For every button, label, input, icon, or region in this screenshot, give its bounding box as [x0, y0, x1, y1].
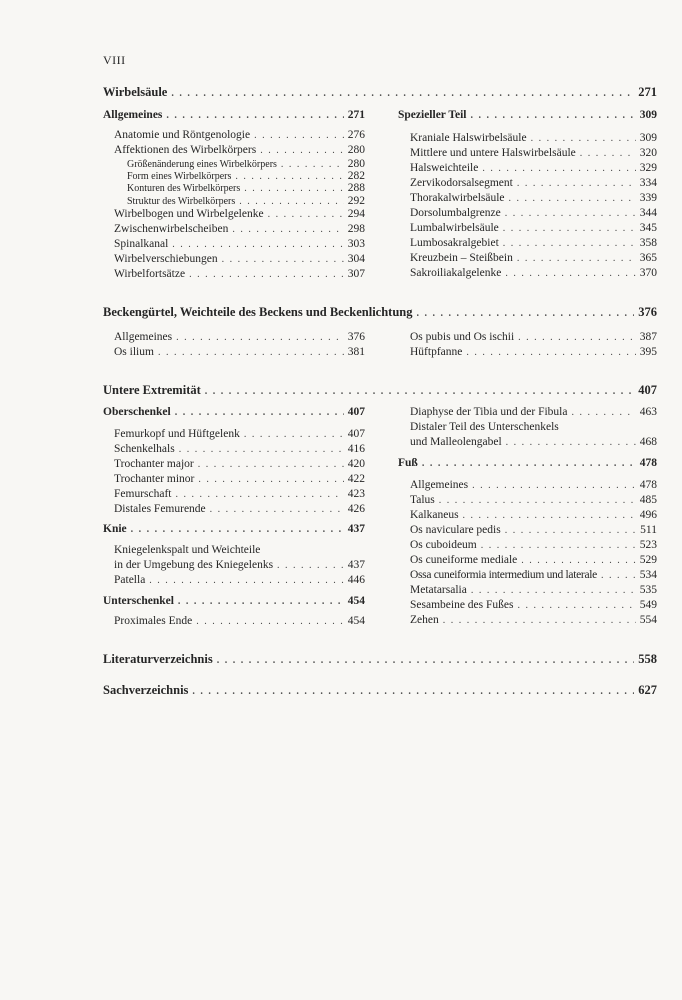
entry-label: Wirbelsäule [103, 85, 168, 99]
entry-page: 485 [639, 494, 657, 506]
entry-page: 309 [639, 132, 657, 144]
toc-entry[interactable] [410, 493, 657, 508]
entry-page: 298 [347, 223, 365, 235]
entry-page: 294 [347, 208, 365, 220]
entry-page: 292 [347, 195, 365, 207]
entry-page: 309 [639, 109, 657, 121]
entry-page: 437 [347, 559, 365, 571]
entry-page: 276 [347, 129, 365, 141]
entry-label: Ossa cuneiformia intermedium und laterale [410, 569, 597, 581]
entry-page: 420 [347, 458, 365, 470]
entry-label: Fuß [398, 457, 418, 469]
entry-label: Distaler Teil des Unterschenkels [410, 421, 559, 433]
toc-subheading-spezieller-teil[interactable] [398, 108, 657, 123]
entry-page: 387 [639, 331, 657, 343]
entry-page: 478 [639, 479, 657, 491]
entry-label: Trochanter minor [114, 473, 195, 485]
entry-page: 529 [639, 554, 657, 566]
entry-label: Beckengürtel, Weichteile des Beckens und Beckenlichtung [103, 305, 413, 319]
entry-label: Thorakalwirbelsäule [410, 192, 505, 204]
entry-label: Struktur des Wirbelkörpers [127, 196, 236, 207]
entry-label: Femurschaft [114, 488, 172, 500]
toc-entry[interactable] [114, 573, 365, 588]
toc-entry[interactable] [114, 457, 365, 472]
entry-page: 271 [638, 85, 657, 99]
entry-label: Dorsolumbalgrenze [410, 207, 501, 219]
entry-page: 358 [639, 237, 657, 249]
entry-label: Distales Femurende [114, 503, 206, 515]
entry-label: Mittlere und untere Halswirbelsäule [410, 147, 576, 159]
toc-entry[interactable] [114, 267, 365, 282]
entry-label: Os naviculare pedis [410, 524, 501, 536]
toc-entry[interactable] [410, 191, 657, 206]
entry-page: 534 [639, 569, 657, 581]
entry-label: Proximales Ende [114, 615, 193, 627]
entry-page: 426 [347, 503, 365, 515]
entry-page: 307 [347, 268, 365, 280]
toc-entry-line1[interactable] [114, 543, 365, 558]
toc-entry[interactable] [114, 143, 365, 158]
entry-label: Sesambeine des Fußes [410, 599, 514, 611]
toc-entry[interactable] [410, 583, 657, 598]
toc-entry[interactable] [114, 558, 365, 573]
entry-label: Allgemeines [114, 331, 173, 343]
entry-page: 423 [347, 488, 365, 500]
entry-page: 271 [347, 109, 365, 121]
entry-page: 468 [639, 436, 657, 448]
entry-page: 416 [347, 443, 365, 455]
entry-page: 478 [639, 457, 657, 469]
entry-page: 437 [347, 523, 365, 535]
toc-entry[interactable] [410, 251, 657, 266]
entry-page: 376 [638, 305, 657, 319]
toc-entry[interactable] [410, 435, 657, 450]
toc-entry[interactable] [114, 345, 365, 360]
toc-entry[interactable] [114, 207, 365, 222]
entry-label: Os pubis und Os ischii [410, 331, 515, 343]
entry-page: 376 [347, 331, 365, 343]
entry-label: Femurkopf und Hüftgelenk [114, 428, 240, 440]
entry-label: Spinalkanal [114, 238, 169, 250]
entry-label: Wirbelbogen und Wirbelgelenke [114, 208, 264, 220]
toc-entry[interactable] [114, 222, 365, 237]
toc-entry[interactable] [410, 161, 657, 176]
entry-label: Kalkaneus [410, 509, 459, 521]
entry-label: Zervikodorsalsegment [410, 177, 513, 189]
toc-entry[interactable] [410, 221, 657, 236]
entry-page: 288 [347, 182, 365, 194]
entry-page: 554 [639, 614, 657, 626]
entry-page: 446 [347, 574, 365, 586]
entry-page: 334 [639, 177, 657, 189]
toc-section-wirbelsaeule[interactable] [103, 85, 657, 100]
entry-page: 329 [639, 162, 657, 174]
toc-subheading-allgemeines[interactable] [103, 108, 365, 123]
entry-label: Schenkelhals [114, 443, 175, 455]
toc-subheading-knie[interactable] [103, 522, 365, 537]
entry-label: Talus [410, 494, 435, 506]
toc-entry[interactable] [410, 613, 657, 628]
entry-page: 395 [639, 346, 657, 358]
toc-section-becken[interactable] [103, 305, 657, 320]
toc-entry[interactable] [114, 442, 365, 457]
toc-entry[interactable] [410, 345, 657, 360]
entry-label: Allgemeines [410, 479, 469, 491]
entry-page: 511 [640, 524, 657, 536]
entry-page: 454 [347, 595, 365, 607]
toc-entry[interactable] [410, 523, 657, 538]
toc-subheading-unterschenkel[interactable] [103, 594, 365, 609]
entry-label: Kraniale Halswirbelsäule [410, 132, 527, 144]
entry-label: Unterschenkel [103, 595, 174, 607]
entry-page: 381 [347, 346, 365, 358]
toc-entry[interactable] [410, 598, 657, 613]
entry-label: Knie [103, 523, 127, 535]
entry-page: 365 [639, 252, 657, 264]
entry-label: Form eines Wirbelkörpers [127, 171, 232, 182]
entry-page: 549 [639, 599, 657, 611]
toc-entry[interactable] [410, 508, 657, 523]
toc-entry[interactable] [410, 131, 657, 146]
toc-entry[interactable] [114, 252, 365, 267]
entry-label: Größenänderung eines Wirbelkörpers [127, 159, 277, 170]
entry-page: 407 [347, 406, 365, 418]
entry-label: Konturen des Wirbelkörpers [127, 183, 241, 194]
entry-label: Metatarsalia [410, 584, 467, 596]
toc-entry[interactable] [114, 614, 365, 629]
entry-label: Zwischenwirbelscheiben [114, 223, 229, 235]
entry-page: 407 [347, 428, 365, 440]
toc-entry[interactable] [114, 128, 365, 143]
entry-label: Kniegelenkspalt und Weichteile [114, 544, 261, 556]
entry-page: 496 [639, 509, 657, 521]
toc-entry[interactable] [114, 427, 365, 442]
entry-label: Trochanter major [114, 458, 194, 470]
entry-label: Os ilium [114, 346, 154, 358]
entry-label: Oberschenkel [103, 406, 171, 418]
entry-label: Spezieller Teil [398, 109, 467, 121]
entry-page: 303 [347, 238, 365, 250]
toc-subheading-fuss[interactable] [398, 456, 657, 471]
entry-label: Lumbalwirbelsäule [410, 222, 499, 234]
toc-entry[interactable] [114, 487, 365, 502]
entry-label: Os cuneiforme mediale [410, 554, 518, 566]
entry-label: Untere Extremität [103, 383, 201, 397]
toc-entry[interactable] [410, 538, 657, 553]
toc-entry[interactable] [410, 478, 657, 493]
toc-entry[interactable] [410, 568, 657, 583]
entry-page: 344 [639, 207, 657, 219]
entry-page: 280 [347, 144, 365, 156]
entry-label: Affektionen des Wirbelkörpers [114, 144, 257, 156]
entry-page: 535 [639, 584, 657, 596]
toc-section-literaturverzeichnis[interactable] [103, 652, 657, 667]
entry-label: Patella [114, 574, 146, 586]
entry-label: Zehen [410, 614, 439, 626]
toc-entry[interactable] [410, 330, 657, 345]
entry-label: Sakroiliakalgelenke [410, 267, 502, 279]
entry-page: 454 [347, 615, 365, 627]
entry-label: Wirbelfortsätze [114, 268, 186, 280]
entry-label: Hüftpfanne [410, 346, 463, 358]
entry-page: 282 [347, 170, 365, 182]
entry-page: 463 [639, 406, 657, 418]
entry-label: Os cuboideum [410, 539, 477, 551]
entry-label: und Malleolengabel [410, 436, 502, 448]
entry-page: 407 [638, 383, 657, 397]
entry-label: Literaturverzeichnis [103, 652, 213, 666]
toc-entry[interactable] [410, 176, 657, 191]
entry-page: 523 [639, 539, 657, 551]
entry-page: 320 [639, 147, 657, 159]
entry-page: 422 [347, 473, 365, 485]
entry-label: Sachverzeichnis [103, 683, 189, 697]
entry-label: in der Umgebung des Kniegelenks [114, 559, 274, 571]
toc-entry[interactable] [410, 405, 657, 420]
entry-label: Halsweichteile [410, 162, 479, 174]
entry-page: 345 [639, 222, 657, 234]
toc-section-untere-extremitaet[interactable] [103, 383, 657, 398]
toc-entry[interactable] [114, 502, 365, 517]
entry-page: 304 [347, 253, 365, 265]
toc-entry[interactable] [410, 236, 657, 251]
entry-page: 280 [347, 158, 365, 170]
toc-entry[interactable] [410, 146, 657, 161]
toc-entry[interactable] [114, 330, 365, 345]
entry-label: Diaphyse der Tibia und der Fibula [410, 406, 568, 418]
toc-entry[interactable] [114, 237, 365, 252]
entry-page: 339 [639, 192, 657, 204]
page-number: VIII [103, 53, 126, 67]
toc-section-sachverzeichnis[interactable] [103, 683, 657, 698]
entry-label: Wirbelverschiebungen [114, 253, 218, 265]
entry-page: 370 [639, 267, 657, 279]
entry-page: 558 [638, 652, 657, 666]
toc-entry[interactable] [410, 266, 657, 281]
entry-label: Lumbosakralgebiet [410, 237, 499, 249]
toc-subheading-oberschenkel[interactable] [103, 405, 365, 420]
toc-entry[interactable] [114, 472, 365, 487]
entry-label: Anatomie und Röntgenologie [114, 129, 251, 141]
entry-page: 627 [638, 683, 657, 697]
entry-label: Allgemeines [103, 109, 163, 121]
toc-entry[interactable] [410, 553, 657, 568]
toc-entry-line1[interactable] [410, 420, 657, 435]
toc-entry[interactable] [410, 206, 657, 221]
entry-label: Kreuzbein – Steißbein [410, 252, 513, 264]
